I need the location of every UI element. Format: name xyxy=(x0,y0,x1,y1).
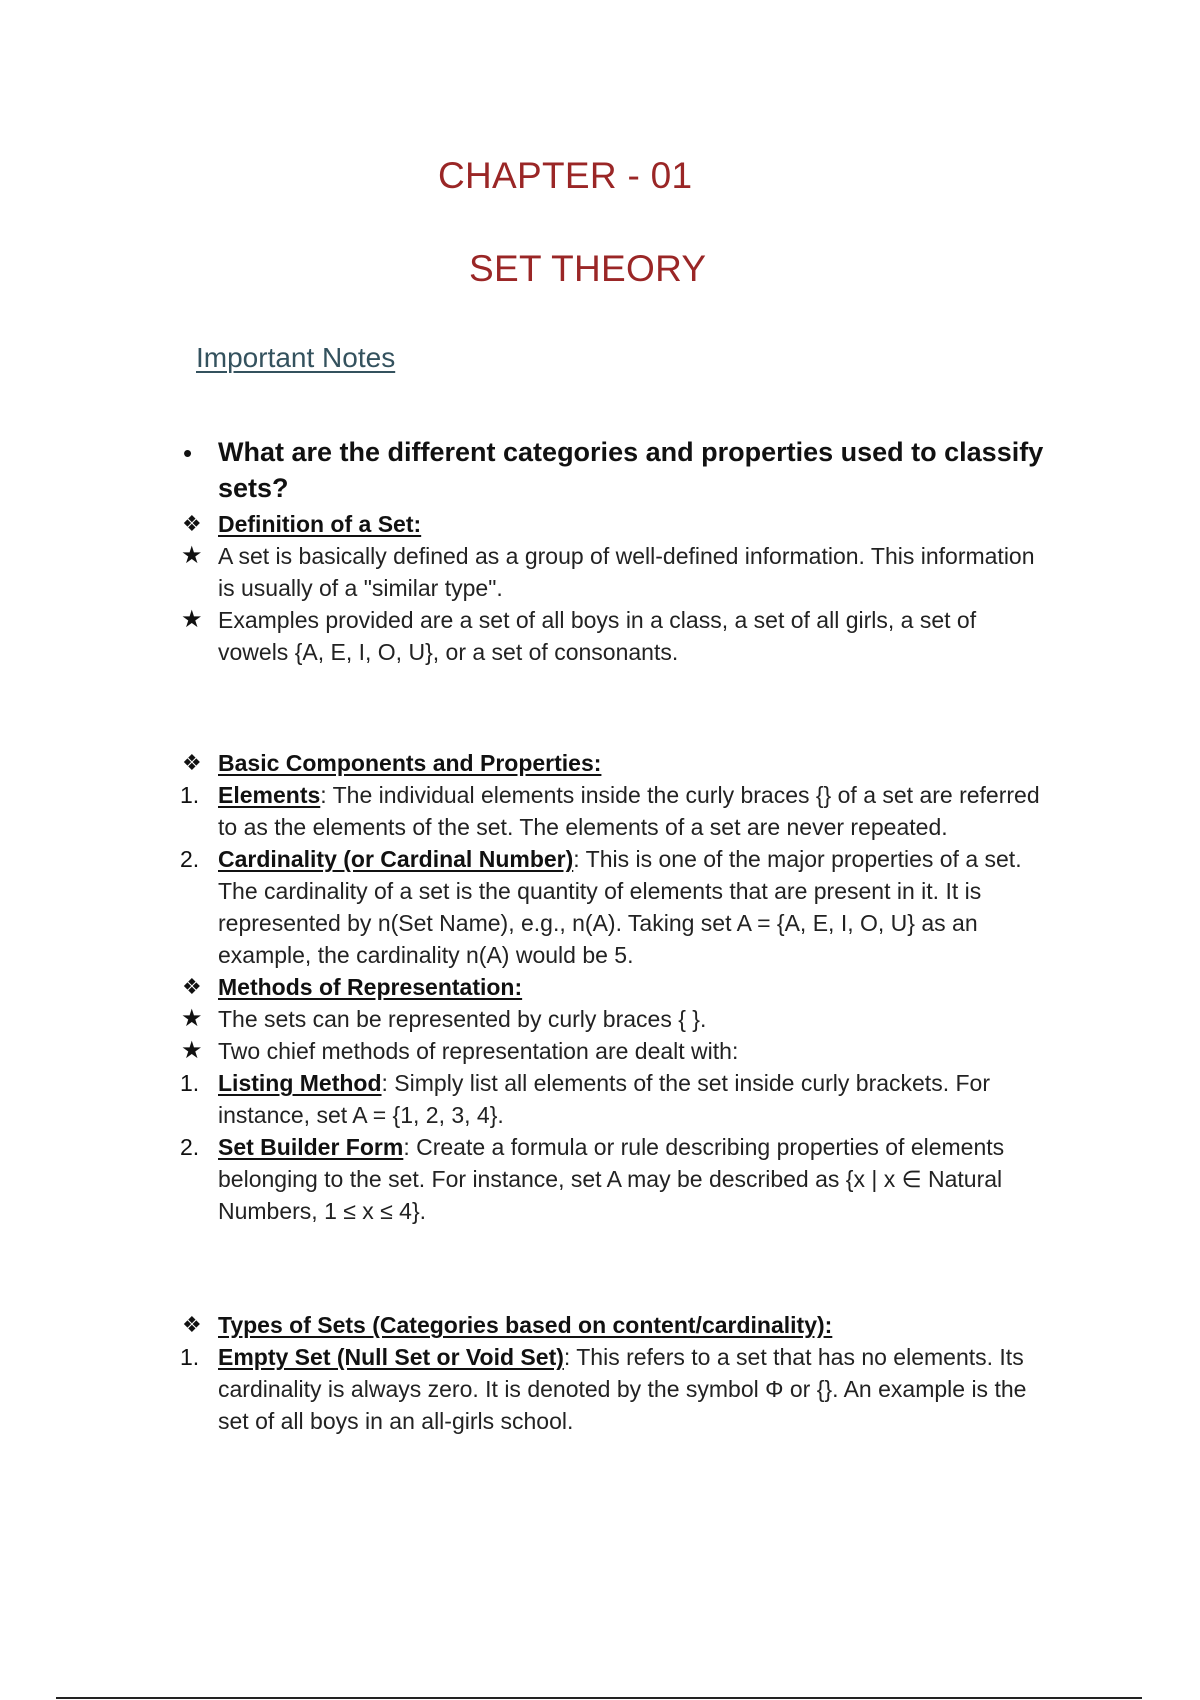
components-item-2-line-2: The cardinality of a set is the quantity of elements that are present in it. It is xyxy=(218,878,982,904)
list-number: 1. xyxy=(180,1344,200,1370)
chapter-heading: CHAPTER - 01 xyxy=(438,155,693,196)
definition-item-1-line-1: A set is basically defined as a group of well-defined information. This information xyxy=(218,543,1035,569)
list-number: 2. xyxy=(180,1134,200,1160)
representation-item-1-line-2: instance, set A = {1, 2, 3, 4}. xyxy=(218,1102,504,1128)
diamond-bullet-icon: ❖ xyxy=(182,511,202,536)
definition-item-2-line-2: vowels {A, E, I, O, U}, or a set of consonants. xyxy=(218,639,679,665)
footer-divider xyxy=(56,1697,1142,1699)
term-elements: Elements xyxy=(218,782,321,808)
representation-item-2-line-1 xyxy=(218,1131,1004,1163)
components-item-2-line-4: example, the cardinality n(A) would be 5. xyxy=(218,942,634,968)
definition-heading xyxy=(218,508,421,540)
term-set-builder-form: Set Builder Form xyxy=(218,1134,404,1160)
representation-heading xyxy=(218,971,522,1003)
important-notes-link[interactable]: Important Notes xyxy=(196,342,396,373)
page-title: SET THEORY xyxy=(469,248,707,289)
types-item-1-text: : This refers to a set that has no elements. Its xyxy=(563,1344,1024,1370)
list-number: 2. xyxy=(180,846,200,872)
components-item-1-line-2: to as the elements of the set. The elements of a set are never repeated. xyxy=(218,814,948,840)
representation-item-2-text: : Create a formula or rule describing properties of elements xyxy=(403,1134,1005,1160)
star-bullet-icon: ★ xyxy=(181,606,203,633)
star-bullet-icon: ★ xyxy=(181,1037,203,1064)
components-heading-text: Basic Components and Properties: xyxy=(218,750,602,776)
diamond-bullet-icon: ❖ xyxy=(182,1312,202,1337)
definition-item-2-line-1: Examples provided are a set of all boys in a class, a set of all girls, a set of xyxy=(218,607,977,633)
term-empty-set: Empty Set (Null Set or Void Set) xyxy=(218,1344,564,1370)
representation-star-2: Two chief methods of representation are dealt with: xyxy=(218,1038,739,1064)
types-item-1-line-2: cardinality is always zero. It is denoted by the symbol Φ or {}. An example is the xyxy=(218,1376,1027,1402)
components-heading xyxy=(218,747,601,779)
components-item-2-text: : This is one of the major properties of a set. xyxy=(573,846,1022,872)
bullet-dot-icon: • xyxy=(183,438,193,468)
question-line-2: sets? xyxy=(218,473,289,503)
representation-heading-text: Methods of Representation: xyxy=(218,974,523,1000)
definition-item-1-line-2: is usually of a "similar type". xyxy=(218,575,503,601)
diamond-bullet-icon: ❖ xyxy=(182,974,202,999)
star-bullet-icon: ★ xyxy=(181,1005,203,1032)
list-number: 1. xyxy=(180,1070,200,1096)
definition-heading-text: Definition of a Set: xyxy=(218,511,422,537)
diamond-bullet-icon: ❖ xyxy=(182,750,202,775)
representation-item-2-line-2: belonging to the set. For instance, set A may be described as {x | x ∈ Natural xyxy=(218,1166,1003,1192)
types-item-1-line-1 xyxy=(218,1341,1024,1373)
term-cardinality: Cardinality (or Cardinal Number) xyxy=(218,846,574,872)
representation-star-1: The sets can be represented by curly braces { }. xyxy=(218,1006,707,1032)
components-item-1-text: : The individual elements inside the curly braces {} of a set are referred xyxy=(320,782,1040,808)
components-item-2-line-1 xyxy=(218,843,1022,875)
types-heading xyxy=(218,1309,832,1341)
term-listing-method: Listing Method xyxy=(218,1070,382,1096)
star-bullet-icon: ★ xyxy=(181,542,203,569)
types-heading-text: Types of Sets (Categories based on content/cardinality): xyxy=(218,1312,833,1338)
representation-item-1-line-1 xyxy=(218,1067,990,1099)
components-item-2-line-3: represented by n(Set Name), e.g., n(A). Taking set A = {A, E, I, O, U} as an xyxy=(218,910,978,936)
components-item-1-line-1 xyxy=(218,779,1040,811)
types-item-1-line-3: set of all boys in an all-girls school. xyxy=(218,1408,574,1434)
list-number: 1. xyxy=(180,782,200,808)
representation-item-1-text: : Simply list all elements of the set inside curly brackets. For xyxy=(381,1070,990,1096)
representation-item-2-line-3: Numbers, 1 ≤ x ≤ 4}. xyxy=(218,1198,427,1224)
question-line-1: What are the different categories and properties used to classify xyxy=(218,437,1044,467)
